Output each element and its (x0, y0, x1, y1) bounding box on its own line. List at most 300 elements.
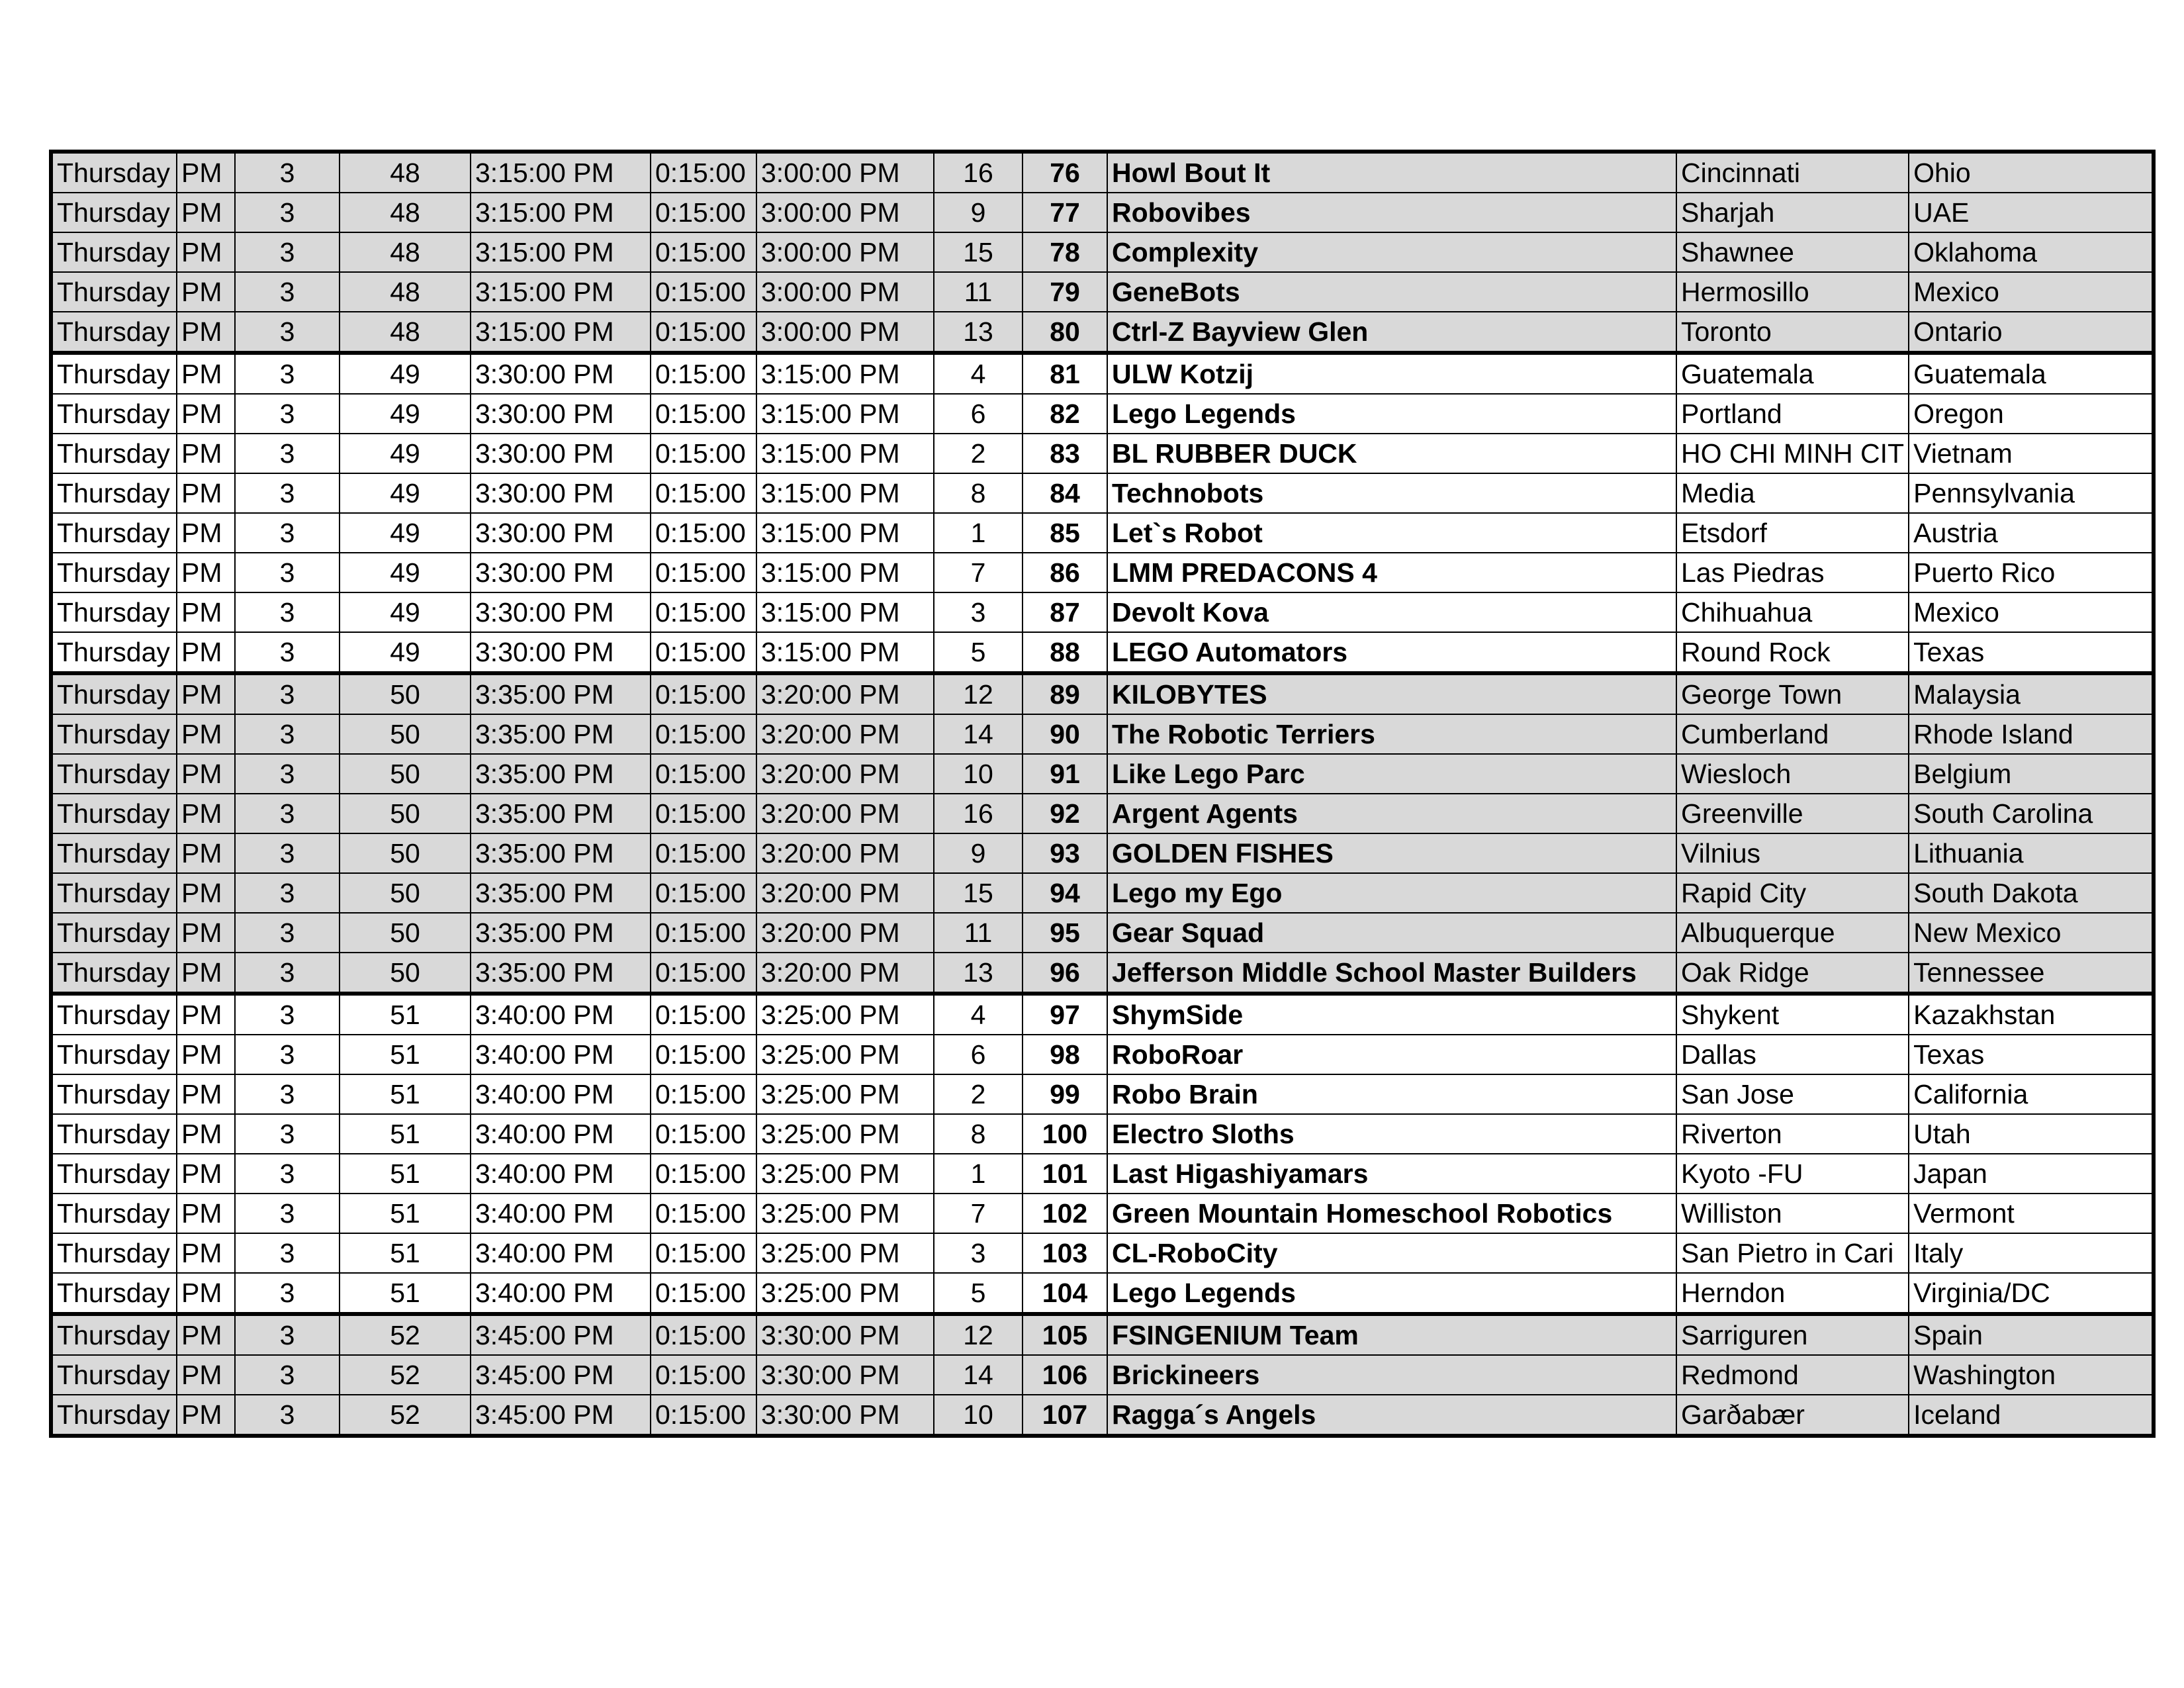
table-number-cell: 12 (934, 1314, 1023, 1355)
team-name-cell: Electro Sloths (1107, 1114, 1676, 1154)
duration-cell: 0:15:00 (651, 592, 756, 632)
table-number-cell: 6 (934, 394, 1023, 434)
start-time-cell: 3:15:00 PM (471, 193, 651, 232)
day-cell: Thursday (51, 353, 177, 394)
table-number-cell: 1 (934, 513, 1023, 553)
table-row (51, 873, 2154, 913)
match-number-cell: 95 (1023, 913, 1107, 953)
ampm-cell: PM (177, 1233, 235, 1273)
ampm-cell: PM (177, 1154, 235, 1194)
table-row (51, 592, 2154, 632)
table-row (51, 632, 2154, 673)
match-number-cell: 100 (1023, 1114, 1107, 1154)
slot-cell: 52 (340, 1355, 471, 1395)
team-name-cell: Argent Agents (1107, 794, 1676, 833)
ampm-cell: PM (177, 1273, 235, 1314)
region-cell: Oregon (1909, 394, 2154, 434)
start-time-cell: 3:45:00 PM (471, 1395, 651, 1436)
checkin-time-cell: 3:20:00 PM (756, 953, 934, 994)
region-cell: Lithuania (1909, 833, 2154, 873)
match-number-cell: 82 (1023, 394, 1107, 434)
match-number-cell: 98 (1023, 1035, 1107, 1074)
city-cell: Hermosillo (1676, 272, 1909, 312)
day-cell: Thursday (51, 1395, 177, 1436)
duration-cell: 0:15:00 (651, 1395, 756, 1436)
table-number-cell: 14 (934, 714, 1023, 754)
region-cell: Virginia/DC (1909, 1273, 2154, 1314)
start-time-cell: 3:45:00 PM (471, 1314, 651, 1355)
duration-cell: 0:15:00 (651, 553, 756, 592)
checkin-time-cell: 3:00:00 PM (756, 272, 934, 312)
start-time-cell: 3:40:00 PM (471, 1273, 651, 1314)
table-number-cell: 13 (934, 953, 1023, 994)
ampm-cell: PM (177, 1314, 235, 1355)
checkin-time-cell: 3:30:00 PM (756, 1395, 934, 1436)
start-time-cell: 3:35:00 PM (471, 953, 651, 994)
team-name-cell: Howl Bout It (1107, 152, 1676, 193)
match-number-cell: 106 (1023, 1355, 1107, 1395)
day-cell: Thursday (51, 673, 177, 714)
slot-cell: 49 (340, 513, 471, 553)
region-cell: Malaysia (1909, 673, 2154, 714)
city-cell: San Pietro in Cari (1676, 1233, 1909, 1273)
round-cell: 3 (235, 394, 340, 434)
table-number-cell: 16 (934, 152, 1023, 193)
checkin-time-cell: 3:25:00 PM (756, 1035, 934, 1074)
region-cell: Washington (1909, 1355, 2154, 1395)
day-cell: Thursday (51, 794, 177, 833)
region-cell: South Dakota (1909, 873, 2154, 913)
day-cell: Thursday (51, 1194, 177, 1233)
team-name-cell: The Robotic Terriers (1107, 714, 1676, 754)
round-cell: 3 (235, 353, 340, 394)
table-number-cell: 4 (934, 994, 1023, 1035)
city-cell: Toronto (1676, 312, 1909, 353)
start-time-cell: 3:30:00 PM (471, 592, 651, 632)
team-name-cell: KILOBYTES (1107, 673, 1676, 714)
round-cell: 3 (235, 873, 340, 913)
match-number-cell: 89 (1023, 673, 1107, 714)
duration-cell: 0:15:00 (651, 394, 756, 434)
match-number-cell: 77 (1023, 193, 1107, 232)
checkin-time-cell: 3:25:00 PM (756, 994, 934, 1035)
checkin-time-cell: 3:20:00 PM (756, 873, 934, 913)
day-cell: Thursday (51, 312, 177, 353)
round-cell: 3 (235, 553, 340, 592)
region-cell: Oklahoma (1909, 232, 2154, 272)
slot-cell: 52 (340, 1314, 471, 1355)
city-cell: Shawnee (1676, 232, 1909, 272)
city-cell: Media (1676, 473, 1909, 513)
ampm-cell: PM (177, 754, 235, 794)
team-name-cell: RoboRoar (1107, 1035, 1676, 1074)
match-number-cell: 90 (1023, 714, 1107, 754)
start-time-cell: 3:15:00 PM (471, 312, 651, 353)
checkin-time-cell: 3:15:00 PM (756, 394, 934, 434)
city-cell: Greenville (1676, 794, 1909, 833)
slot-cell: 49 (340, 592, 471, 632)
team-name-cell: Devolt Kova (1107, 592, 1676, 632)
day-cell: Thursday (51, 953, 177, 994)
team-name-cell: Last Higashiyamars (1107, 1154, 1676, 1194)
ampm-cell: PM (177, 394, 235, 434)
start-time-cell: 3:30:00 PM (471, 394, 651, 434)
table-row (51, 994, 2154, 1035)
slot-cell: 48 (340, 152, 471, 193)
table-number-cell: 8 (934, 473, 1023, 513)
checkin-time-cell: 3:15:00 PM (756, 353, 934, 394)
day-cell: Thursday (51, 232, 177, 272)
ampm-cell: PM (177, 553, 235, 592)
city-cell: Herndon (1676, 1273, 1909, 1314)
day-cell: Thursday (51, 1154, 177, 1194)
day-cell: Thursday (51, 1355, 177, 1395)
region-cell: Pennsylvania (1909, 473, 2154, 513)
team-name-cell: Lego Legends (1107, 1273, 1676, 1314)
table-row (51, 1194, 2154, 1233)
match-number-cell: 102 (1023, 1194, 1107, 1233)
ampm-cell: PM (177, 1395, 235, 1436)
duration-cell: 0:15:00 (651, 473, 756, 513)
team-name-cell: Green Mountain Homeschool Robotics (1107, 1194, 1676, 1233)
checkin-time-cell: 3:15:00 PM (756, 434, 934, 473)
duration-cell: 0:15:00 (651, 513, 756, 553)
start-time-cell: 3:35:00 PM (471, 754, 651, 794)
table-row (51, 152, 2154, 193)
region-cell: Vietnam (1909, 434, 2154, 473)
round-cell: 3 (235, 913, 340, 953)
start-time-cell: 3:35:00 PM (471, 794, 651, 833)
team-name-cell: ShymSide (1107, 994, 1676, 1035)
table-row (51, 1233, 2154, 1273)
slot-cell: 50 (340, 873, 471, 913)
match-number-cell: 91 (1023, 754, 1107, 794)
ampm-cell: PM (177, 794, 235, 833)
start-time-cell: 3:35:00 PM (471, 833, 651, 873)
checkin-time-cell: 3:15:00 PM (756, 632, 934, 673)
table-row (51, 953, 2154, 994)
checkin-time-cell: 3:25:00 PM (756, 1273, 934, 1314)
city-cell: Guatemala (1676, 353, 1909, 394)
table-row (51, 913, 2154, 953)
start-time-cell: 3:30:00 PM (471, 434, 651, 473)
round-cell: 3 (235, 754, 340, 794)
match-number-cell: 92 (1023, 794, 1107, 833)
start-time-cell: 3:30:00 PM (471, 513, 651, 553)
ampm-cell: PM (177, 473, 235, 513)
duration-cell: 0:15:00 (651, 1154, 756, 1194)
match-number-cell: 104 (1023, 1273, 1107, 1314)
match-number-cell: 81 (1023, 353, 1107, 394)
team-name-cell: Let`s Robot (1107, 513, 1676, 553)
table-number-cell: 15 (934, 232, 1023, 272)
match-number-cell: 93 (1023, 833, 1107, 873)
schedule-rows (51, 152, 2154, 1436)
table-row (51, 1035, 2154, 1074)
region-cell: Ontario (1909, 312, 2154, 353)
duration-cell: 0:15:00 (651, 272, 756, 312)
day-cell: Thursday (51, 1035, 177, 1074)
slot-cell: 49 (340, 434, 471, 473)
checkin-time-cell: 3:25:00 PM (756, 1154, 934, 1194)
city-cell: Cincinnati (1676, 152, 1909, 193)
slot-cell: 50 (340, 833, 471, 873)
region-cell: Utah (1909, 1114, 2154, 1154)
ampm-cell: PM (177, 1035, 235, 1074)
table-row (51, 1074, 2154, 1114)
start-time-cell: 3:35:00 PM (471, 913, 651, 953)
round-cell: 3 (235, 592, 340, 632)
checkin-time-cell: 3:00:00 PM (756, 312, 934, 353)
city-cell: Rapid City (1676, 873, 1909, 913)
region-cell: Mexico (1909, 592, 2154, 632)
match-number-cell: 103 (1023, 1233, 1107, 1273)
region-cell: Japan (1909, 1154, 2154, 1194)
start-time-cell: 3:15:00 PM (471, 272, 651, 312)
day-cell: Thursday (51, 434, 177, 473)
duration-cell: 0:15:00 (651, 1355, 756, 1395)
city-cell: Cumberland (1676, 714, 1909, 754)
table-number-cell: 8 (934, 1114, 1023, 1154)
slot-cell: 48 (340, 232, 471, 272)
duration-cell: 0:15:00 (651, 232, 756, 272)
match-number-cell: 85 (1023, 513, 1107, 553)
checkin-time-cell: 3:00:00 PM (756, 193, 934, 232)
city-cell: Portland (1676, 394, 1909, 434)
region-cell: Puerto Rico (1909, 553, 2154, 592)
start-time-cell: 3:15:00 PM (471, 232, 651, 272)
checkin-time-cell: 3:20:00 PM (756, 913, 934, 953)
city-cell: Chihuahua (1676, 592, 1909, 632)
region-cell: Kazakhstan (1909, 994, 2154, 1035)
slot-cell: 50 (340, 673, 471, 714)
table-row (51, 353, 2154, 394)
match-number-cell: 80 (1023, 312, 1107, 353)
city-cell: Wiesloch (1676, 754, 1909, 794)
slot-cell: 48 (340, 312, 471, 353)
checkin-time-cell: 3:00:00 PM (756, 232, 934, 272)
ampm-cell: PM (177, 873, 235, 913)
match-number-cell: 88 (1023, 632, 1107, 673)
slot-cell: 51 (340, 1074, 471, 1114)
table-number-cell: 11 (934, 272, 1023, 312)
duration-cell: 0:15:00 (651, 754, 756, 794)
match-number-cell: 105 (1023, 1314, 1107, 1355)
day-cell: Thursday (51, 1114, 177, 1154)
ampm-cell: PM (177, 353, 235, 394)
checkin-time-cell: 3:15:00 PM (756, 592, 934, 632)
table-number-cell: 6 (934, 1035, 1023, 1074)
table-row (51, 754, 2154, 794)
day-cell: Thursday (51, 394, 177, 434)
city-cell: Redmond (1676, 1355, 1909, 1395)
checkin-time-cell: 3:20:00 PM (756, 754, 934, 794)
table-number-cell: 10 (934, 1395, 1023, 1436)
start-time-cell: 3:40:00 PM (471, 1233, 651, 1273)
slot-cell: 49 (340, 632, 471, 673)
team-name-cell: Complexity (1107, 232, 1676, 272)
team-name-cell: BL RUBBER DUCK (1107, 434, 1676, 473)
region-cell: Guatemala (1909, 353, 2154, 394)
table-number-cell: 12 (934, 673, 1023, 714)
duration-cell: 0:15:00 (651, 714, 756, 754)
table-row (51, 272, 2154, 312)
day-cell: Thursday (51, 1273, 177, 1314)
round-cell: 3 (235, 1074, 340, 1114)
round-cell: 3 (235, 312, 340, 353)
team-name-cell: Robovibes (1107, 193, 1676, 232)
round-cell: 3 (235, 632, 340, 673)
table-number-cell: 1 (934, 1154, 1023, 1194)
slot-cell: 49 (340, 394, 471, 434)
start-time-cell: 3:35:00 PM (471, 714, 651, 754)
table-number-cell: 7 (934, 1194, 1023, 1233)
day-cell: Thursday (51, 632, 177, 673)
table-row (51, 714, 2154, 754)
team-name-cell: GeneBots (1107, 272, 1676, 312)
city-cell: Sarriguren (1676, 1314, 1909, 1355)
start-time-cell: 3:15:00 PM (471, 152, 651, 193)
duration-cell: 0:15:00 (651, 1233, 756, 1273)
duration-cell: 0:15:00 (651, 193, 756, 232)
team-name-cell: Lego Legends (1107, 394, 1676, 434)
ampm-cell: PM (177, 913, 235, 953)
round-cell: 3 (235, 434, 340, 473)
table-number-cell: 2 (934, 434, 1023, 473)
city-cell: Oak Ridge (1676, 953, 1909, 994)
city-cell: Riverton (1676, 1114, 1909, 1154)
slot-cell: 49 (340, 553, 471, 592)
table-row (51, 1273, 2154, 1314)
table-row (51, 794, 2154, 833)
round-cell: 3 (235, 1114, 340, 1154)
city-cell: San Jose (1676, 1074, 1909, 1114)
duration-cell: 0:15:00 (651, 833, 756, 873)
duration-cell: 0:15:00 (651, 353, 756, 394)
slot-cell: 51 (340, 994, 471, 1035)
ampm-cell: PM (177, 1074, 235, 1114)
ampm-cell: PM (177, 434, 235, 473)
start-time-cell: 3:40:00 PM (471, 1035, 651, 1074)
match-number-cell: 86 (1023, 553, 1107, 592)
team-name-cell: Jefferson Middle School Master Builders (1107, 953, 1676, 994)
checkin-time-cell: 3:00:00 PM (756, 152, 934, 193)
ampm-cell: PM (177, 592, 235, 632)
slot-cell: 49 (340, 473, 471, 513)
day-cell: Thursday (51, 553, 177, 592)
match-number-cell: 87 (1023, 592, 1107, 632)
start-time-cell: 3:30:00 PM (471, 553, 651, 592)
start-time-cell: 3:45:00 PM (471, 1355, 651, 1395)
city-cell: Las Piedras (1676, 553, 1909, 592)
duration-cell: 0:15:00 (651, 312, 756, 353)
region-cell: Belgium (1909, 754, 2154, 794)
day-cell: Thursday (51, 592, 177, 632)
round-cell: 3 (235, 1355, 340, 1395)
round-cell: 3 (235, 513, 340, 553)
team-name-cell: LMM PREDACONS 4 (1107, 553, 1676, 592)
round-cell: 3 (235, 1035, 340, 1074)
round-cell: 3 (235, 232, 340, 272)
team-name-cell: Brickineers (1107, 1355, 1676, 1395)
checkin-time-cell: 3:30:00 PM (756, 1355, 934, 1395)
round-cell: 3 (235, 794, 340, 833)
city-cell: Vilnius (1676, 833, 1909, 873)
round-cell: 3 (235, 1395, 340, 1436)
day-cell: Thursday (51, 152, 177, 193)
match-number-cell: 76 (1023, 152, 1107, 193)
ampm-cell: PM (177, 833, 235, 873)
city-cell: Round Rock (1676, 632, 1909, 673)
ampm-cell: PM (177, 1114, 235, 1154)
start-time-cell: 3:35:00 PM (471, 873, 651, 913)
match-number-cell: 94 (1023, 873, 1107, 913)
checkin-time-cell: 3:25:00 PM (756, 1233, 934, 1273)
team-name-cell: ULW Kotzij (1107, 353, 1676, 394)
slot-cell: 50 (340, 794, 471, 833)
round-cell: 3 (235, 1314, 340, 1355)
city-cell: Williston (1676, 1194, 1909, 1233)
duration-cell: 0:15:00 (651, 913, 756, 953)
duration-cell: 0:15:00 (651, 873, 756, 913)
duration-cell: 0:15:00 (651, 1314, 756, 1355)
table-number-cell: 9 (934, 833, 1023, 873)
start-time-cell: 3:30:00 PM (471, 353, 651, 394)
match-number-cell: 78 (1023, 232, 1107, 272)
city-cell: HO CHI MINH CIT (1676, 434, 1909, 473)
day-cell: Thursday (51, 754, 177, 794)
slot-cell: 49 (340, 353, 471, 394)
team-name-cell: Robo Brain (1107, 1074, 1676, 1114)
table-row (51, 673, 2154, 714)
team-name-cell: Technobots (1107, 473, 1676, 513)
round-cell: 3 (235, 833, 340, 873)
checkin-time-cell: 3:20:00 PM (756, 714, 934, 754)
slot-cell: 50 (340, 913, 471, 953)
team-name-cell: CL-RoboCity (1107, 1233, 1676, 1273)
city-cell: Albuquerque (1676, 913, 1909, 953)
checkin-time-cell: 3:25:00 PM (756, 1074, 934, 1114)
ampm-cell: PM (177, 673, 235, 714)
duration-cell: 0:15:00 (651, 673, 756, 714)
checkin-time-cell: 3:25:00 PM (756, 1194, 934, 1233)
ampm-cell: PM (177, 152, 235, 193)
slot-cell: 48 (340, 272, 471, 312)
ampm-cell: PM (177, 953, 235, 994)
day-cell: Thursday (51, 473, 177, 513)
table-row (51, 553, 2154, 592)
table-row (51, 1395, 2154, 1436)
duration-cell: 0:15:00 (651, 434, 756, 473)
team-name-cell: Like Lego Parc (1107, 754, 1676, 794)
slot-cell: 51 (340, 1114, 471, 1154)
city-cell: Dallas (1676, 1035, 1909, 1074)
region-cell: Vermont (1909, 1194, 2154, 1233)
table-number-cell: 11 (934, 913, 1023, 953)
table-row (51, 1154, 2154, 1194)
city-cell: Sharjah (1676, 193, 1909, 232)
table-number-cell: 2 (934, 1074, 1023, 1114)
day-cell: Thursday (51, 193, 177, 232)
region-cell: Iceland (1909, 1395, 2154, 1436)
checkin-time-cell: 3:15:00 PM (756, 513, 934, 553)
day-cell: Thursday (51, 833, 177, 873)
day-cell: Thursday (51, 1233, 177, 1273)
table-number-cell: 3 (934, 1233, 1023, 1273)
duration-cell: 0:15:00 (651, 1035, 756, 1074)
ampm-cell: PM (177, 994, 235, 1035)
table-row (51, 193, 2154, 232)
